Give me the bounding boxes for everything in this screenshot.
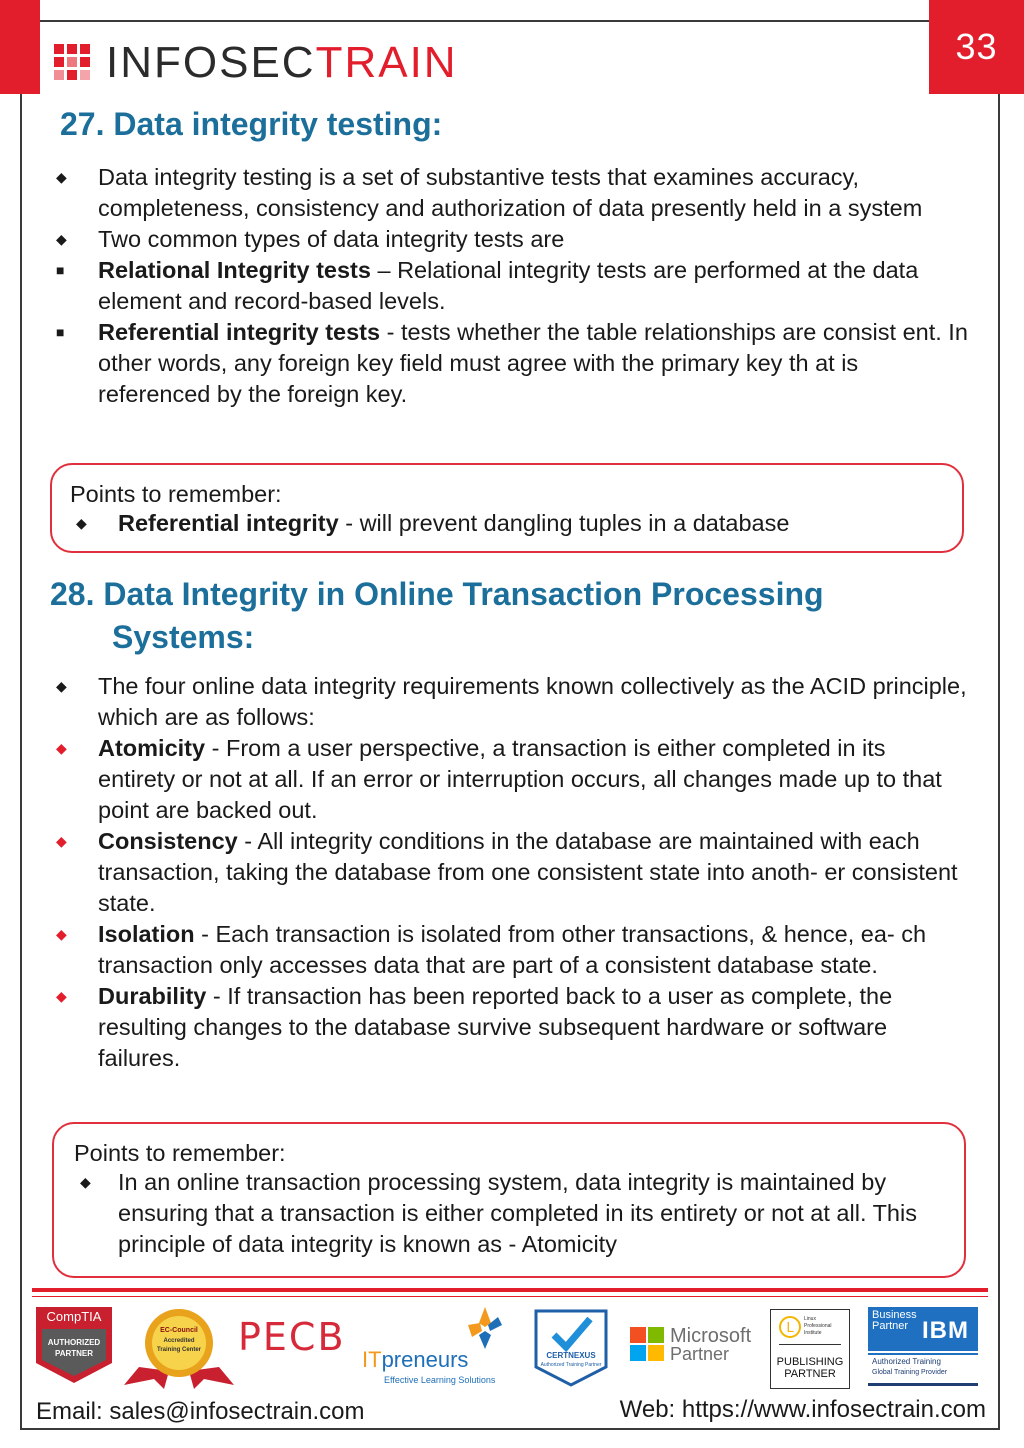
ibm-business-partner-logo: Business Partner IBM Authorized Training Global Training Provider <box>868 1307 980 1389</box>
red-diamond-bullet-icon <box>56 826 70 857</box>
list-item: ■ Referential integrity tests - tests whether the table relationships are consist ent. In other words, any foreign key field must agree with the primary key th at is referenced by the foreign key. <box>52 317 968 410</box>
brand-name: INFOSECTRAIN <box>106 38 458 87</box>
list-item: ■ Relational Integrity tests – Relational integrity tests are performed at the data element and record-based levels. <box>52 255 968 317</box>
section-27-title: 27. Data integrity testing: <box>60 106 443 142</box>
red-diamond-bullet-icon <box>56 919 70 950</box>
microsoft-partner-logo: Microsoft Partner <box>630 1327 760 1367</box>
diamond-bullet-icon <box>76 508 90 539</box>
list-item: ◆ Two common types of data integrity tests are <box>52 224 968 255</box>
itpreneurs-logo: ITpreneurs Effective Learning Solutions <box>362 1305 514 1389</box>
footer-divider-thin <box>32 1296 988 1297</box>
footer-divider <box>32 1288 988 1292</box>
brand-logo <box>54 38 458 88</box>
pecb-logo: PECB <box>238 1315 346 1359</box>
diamond-bullet-icon <box>56 671 70 702</box>
section-28-list <box>52 671 968 1074</box>
square-bullet-icon <box>56 317 70 348</box>
comptia-logo: CompTIA AUTHORIZED PARTNER <box>34 1305 114 1385</box>
svg-text:L: L <box>786 1321 794 1336</box>
partner-logos <box>32 1305 988 1395</box>
list-item: ◆ Durability - If transaction has been reported back to a user as complete, the resulting changes to the database survive subsequent hardware or software failures. <box>52 981 968 1074</box>
remember-item: ◆ Referential integrity - will prevent dangling tuples in a database <box>70 508 944 539</box>
certnexus-logo: CERTNEXUS Authorized Training Partner <box>532 1307 610 1387</box>
list-item: ◆ Data integrity testing is a set of substantive tests that examines accuracy, completeness, consistency and authorization of data presently held in a system <box>52 162 968 224</box>
remember-item: ◆ In an online transaction processing system, data integrity is maintained by ensuring that a transaction is either completed in its entirety or not at all. This principle of data integrity is known as - Atomicity <box>74 1167 944 1260</box>
diamond-bullet-icon <box>80 1167 94 1198</box>
list-item: ◆ Isolation - Each transaction is isolated from other transactions, & hence, ea- ch transaction only accesses data that are part of a consistent database state. <box>52 919 968 981</box>
remember-box-28 <box>52 1122 966 1278</box>
list-item: ◆ The four online data integrity requirements known collectively as the ACID principle, which are as follows: <box>52 671 968 733</box>
footer-website[interactable]: Web: https://www.infosectrain.com <box>619 1396 986 1423</box>
diamond-bullet-icon <box>56 162 70 193</box>
section-28-title: 28. Data Integrity in Online Transaction Processing Systems: <box>50 576 824 655</box>
section-27-list <box>52 162 968 410</box>
remember-box-27 <box>50 463 964 553</box>
square-bullet-icon <box>56 255 70 286</box>
remember-heading: Points to remember: <box>74 1140 286 1166</box>
list-item: ◆ Consistency - All integrity conditions in the database are maintained with each transaction, taking the database from one consistent state into anoth- er consistent state. <box>52 826 968 919</box>
corner-accent-left <box>0 0 40 94</box>
footer-email[interactable]: Email: sales@infosectrain.com <box>36 1398 365 1425</box>
lpi-publishing-partner-logo: L Linux Professional Institute PUBLISHING PARTNER <box>770 1309 850 1389</box>
remember-heading: Points to remember: <box>70 481 282 507</box>
diamond-bullet-icon <box>56 224 70 255</box>
red-diamond-bullet-icon <box>56 981 70 1012</box>
ec-council-logo: EC-Council Accredited Training Center <box>124 1307 234 1389</box>
page-number: 33 <box>955 26 998 67</box>
list-item: ◆ Atomicity - From a user perspective, a transaction is either completed in its entirety or not at all. If an error or interruption occurs, all changes made up to that point are backed out. <box>52 733 968 826</box>
red-diamond-bullet-icon <box>56 733 70 764</box>
logo-grid-icon <box>54 44 92 82</box>
